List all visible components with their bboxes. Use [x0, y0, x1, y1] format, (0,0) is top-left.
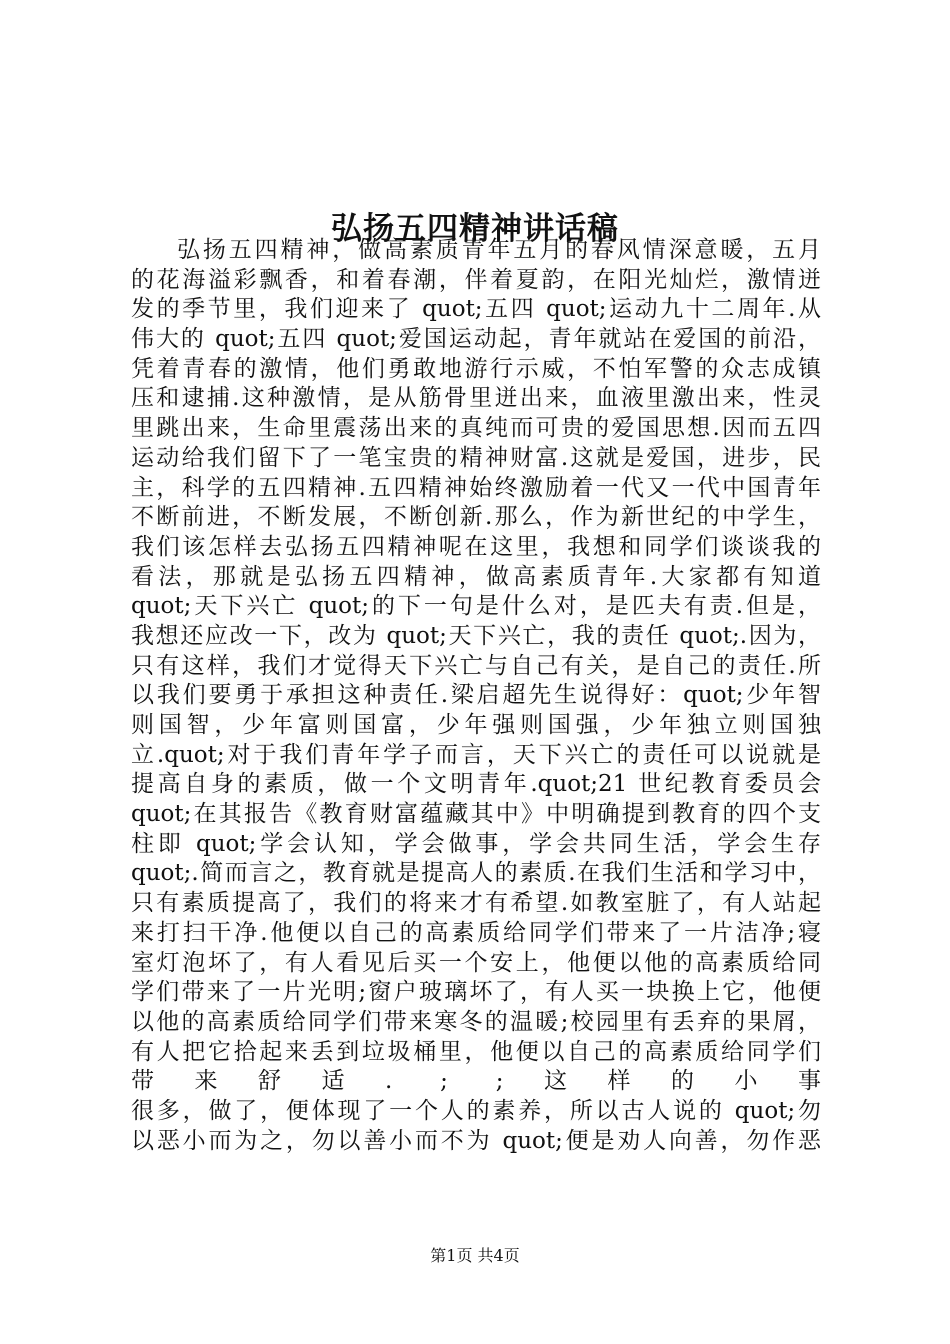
body-line: 伟大的 quot;五四 quot;爱国运动起，青年就站在爱国的前沿，: [131, 326, 821, 353]
body-line: 的花海溢彩飘香，和着春潮，伴着夏韵，在阳光灿烂，激情迸: [131, 266, 821, 293]
body-line: 学们带来了一片光明;窗户玻璃坏了，有人买一块换上它，他便: [131, 979, 821, 1006]
page-footer: 第1页 共4页: [430, 1246, 520, 1265]
body-line: 以恶小而为之，勿以善小而不为 quot;便是劝人向善，勿作恶: [131, 1127, 821, 1154]
body-line: 以我们要勇于承担这种责任.梁启超先生说得好：quot;少年智: [131, 682, 821, 709]
body-line: 只有素质提高了，我们的将来才有希望.如教室脏了，有人站起: [131, 890, 821, 917]
body-line: 我想还应改一下，改为 quot;天下兴亡，我的责任 quot;.因为，: [131, 622, 821, 649]
body-line: 柱即 quot;学会认知，学会做事，学会共同生活，学会生存: [131, 830, 821, 857]
body-line: 里跳出来，生命里震荡出来的真纯而可贵的爱国思想.因而五四: [131, 415, 821, 442]
body-line: 有人把它拾起来丢到垃圾桶里，他便以自己的高素质给同学们: [131, 1038, 821, 1065]
body-line: 很多，做了，便体现了一个人的素养，所以古人说的 quot;勿: [131, 1097, 821, 1124]
body-line: 则国智，少年富则国富，少年强则国强，少年独立则国独: [131, 712, 821, 738]
body-line: quot;在其报告《教育财富蕴藏其中》中明确提到教育的四个支: [131, 801, 821, 828]
document-title: 弘扬五四精神讲话稿: [331, 210, 619, 247]
body-line: 室灯泡坏了，有人看见后买一个安上，他便以他的高素质给同: [131, 949, 821, 976]
body-line: quot;.简而言之，教育就是提高人的素质.在我们生活和学习中，: [131, 860, 821, 887]
body-line: 凭着青春的激情，他们勇敢地游行示威，不怕军警的众志成镇: [131, 355, 821, 382]
body-line: 压和逮捕.这种激情，是从筋骨里迸出来，血液里激出来，性灵: [131, 385, 821, 412]
body-line: 弘扬五四精神，做高素质青年五月的春风情深意暖，五月: [177, 237, 821, 263]
body-line: 来打扫干净.他便以自己的高素质给同学们带来了一片洁净;寝: [131, 919, 821, 946]
body-line: 我们该怎样去弘扬五四精神呢在这里，我想和同学们谈谈我的: [131, 533, 821, 560]
document-body: [131, 236, 821, 1156]
body-line: 发的季节里，我们迎来了 quot;五四 quot;运动九十二周年.从: [131, 296, 821, 323]
body-line: 提高自身的素质，做一个文明青年.quot;21 世纪教育委员会: [131, 771, 821, 798]
body-line: 不断前进，不断发展，不断创新.那么，作为新世纪的中学生，: [131, 504, 821, 531]
body-line: 看法，那就是弘扬五四精神，做高素质青年.大家都有知道: [131, 563, 821, 590]
body-line: 运动给我们留下了一笔宝贵的精神财富.这就是爱国，进步，民: [131, 444, 821, 471]
body-line: 主，科学的五四精神.五四精神始终激励着一代又一代中国青年: [131, 474, 821, 501]
body-line: quot;天下兴亡 quot;的下一句是什么对，是匹夫有责.但是，: [131, 593, 821, 620]
body-line: 立.quot;对于我们青年学子而言，天下兴亡的责任可以说就是: [131, 741, 821, 768]
body-line: 只有这样，我们才觉得天下兴亡与自己有关，是自己的责任.所: [131, 652, 821, 679]
body-line: 以他的高素质给同学们带来寒冬的温暖;校园里有丢弃的果屑，: [131, 1008, 821, 1035]
body-line: 带来舒适. ; ;这样的小事: [131, 1068, 821, 1095]
